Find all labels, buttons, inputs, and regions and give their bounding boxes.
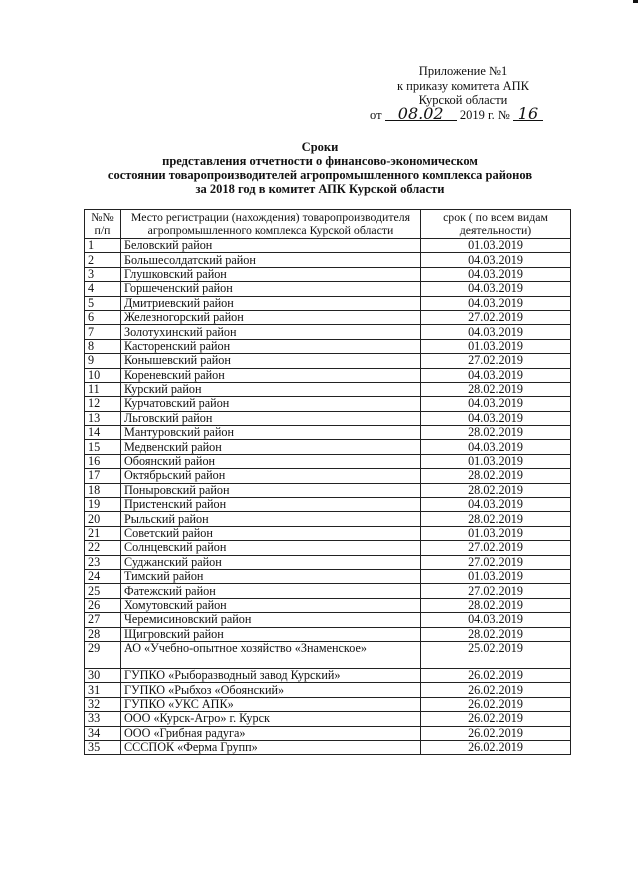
row-place: Черемисиновский район	[121, 613, 421, 627]
table-row	[85, 325, 571, 339]
order-year: 2019 г. №	[459, 107, 510, 122]
table-row	[85, 726, 571, 740]
table-row	[85, 339, 571, 353]
table-row	[85, 569, 571, 583]
row-place: Рыльский район	[121, 512, 421, 526]
row-number: 6	[85, 310, 121, 324]
table-row	[85, 354, 571, 368]
table-row	[85, 282, 571, 296]
table-row	[85, 310, 571, 324]
row-deadline: 04.03.2019	[421, 411, 571, 425]
row-number: 15	[85, 440, 121, 454]
table-row	[85, 368, 571, 382]
row-place: АО «Учебно-опытное хозяйство «Знаменское»	[121, 641, 421, 668]
row-deadline: 04.03.2019	[421, 296, 571, 310]
table-row	[85, 697, 571, 711]
deadlines-table	[84, 209, 571, 755]
row-number: 25	[85, 584, 121, 598]
row-number: 26	[85, 598, 121, 612]
row-place: ООО «Курск-Агро» г. Курск	[121, 712, 421, 726]
row-deadline: 26.02.2019	[421, 668, 571, 682]
table-row	[85, 296, 571, 310]
appendix-block	[370, 64, 548, 123]
order-line	[370, 103, 548, 123]
row-place: Поныровский район	[121, 483, 421, 497]
title-heading: Сроки	[301, 140, 339, 154]
row-place: Кореневский район	[121, 368, 421, 382]
row-place: Курский район	[121, 382, 421, 396]
row-deadline: 27.02.2019	[421, 354, 571, 368]
row-place: Курчатовский район	[121, 397, 421, 411]
row-deadline: 27.02.2019	[421, 541, 571, 555]
table-row	[85, 740, 571, 754]
row-deadline: 28.02.2019	[421, 426, 571, 440]
row-place: Обоянский район	[121, 454, 421, 468]
row-number: 7	[85, 325, 121, 339]
row-number: 8	[85, 339, 121, 353]
table-header-row	[85, 210, 571, 239]
row-place: Железногорский район	[121, 310, 421, 324]
row-number: 12	[85, 397, 121, 411]
row-number: 11	[85, 382, 121, 396]
document-title	[60, 140, 580, 196]
row-place: ООО «Грибная радуга»	[121, 726, 421, 740]
row-number: 35	[85, 740, 121, 754]
row-place: ГУПКО «Рыбхоз «Обоянский»	[121, 683, 421, 697]
row-deadline: 04.03.2019	[421, 440, 571, 454]
row-number: 32	[85, 697, 121, 711]
row-deadline: 04.03.2019	[421, 253, 571, 267]
row-place: Дмитриевский район	[121, 296, 421, 310]
appendix-line-1: Приложение №1	[418, 64, 508, 78]
header-num: №№ п/п	[85, 210, 121, 239]
title-line-3: за 2018 год в комитет АПК Курской области	[195, 182, 445, 196]
row-deadline: 27.02.2019	[421, 310, 571, 324]
row-deadline: 28.02.2019	[421, 598, 571, 612]
row-deadline: 27.02.2019	[421, 555, 571, 569]
table-row	[85, 483, 571, 497]
row-place: Солнцевский район	[121, 541, 421, 555]
row-place: Фатежский район	[121, 584, 421, 598]
row-deadline: 28.02.2019	[421, 469, 571, 483]
row-place: Октябрьский район	[121, 469, 421, 483]
row-deadline: 01.03.2019	[421, 526, 571, 540]
order-prefix: от	[370, 107, 382, 122]
row-deadline: 26.02.2019	[421, 726, 571, 740]
table-row	[85, 426, 571, 440]
row-deadline: 28.02.2019	[421, 382, 571, 396]
row-deadline: 01.03.2019	[421, 569, 571, 583]
row-place: Горшеченский район	[121, 282, 421, 296]
row-number: 4	[85, 282, 121, 296]
row-place: Суджанский район	[121, 555, 421, 569]
table-row	[85, 411, 571, 425]
row-place: СССПОК «Ферма Групп»	[121, 740, 421, 754]
table-row	[85, 526, 571, 540]
table-body	[85, 239, 571, 755]
appendix-line-3: Курской области	[418, 93, 508, 107]
row-place: Мантуровский район	[121, 426, 421, 440]
row-number: 5	[85, 296, 121, 310]
row-number: 18	[85, 483, 121, 497]
row-number: 29	[85, 641, 121, 668]
table-row	[85, 555, 571, 569]
header-deadline: срок ( по всем видам деятельности)	[421, 210, 571, 239]
table-row	[85, 267, 571, 281]
row-number: 14	[85, 426, 121, 440]
row-deadline: 04.03.2019	[421, 282, 571, 296]
row-place: Советский район	[121, 526, 421, 540]
row-number: 21	[85, 526, 121, 540]
row-place: Льговский район	[121, 411, 421, 425]
table-row	[85, 397, 571, 411]
row-deadline: 04.03.2019	[421, 368, 571, 382]
table-row	[85, 440, 571, 454]
row-deadline: 04.03.2019	[421, 267, 571, 281]
row-number: 9	[85, 354, 121, 368]
row-deadline: 27.02.2019	[421, 584, 571, 598]
row-deadline: 26.02.2019	[421, 697, 571, 711]
row-number: 30	[85, 668, 121, 682]
row-number: 22	[85, 541, 121, 555]
row-place: Большесолдатский район	[121, 253, 421, 267]
row-number: 23	[85, 555, 121, 569]
table-row	[85, 541, 571, 555]
row-number: 3	[85, 267, 121, 281]
table-row	[85, 253, 571, 267]
row-deadline: 04.03.2019	[421, 397, 571, 411]
row-deadline: 28.02.2019	[421, 512, 571, 526]
row-number: 33	[85, 712, 121, 726]
table-row	[85, 239, 571, 253]
corner-mark	[633, 0, 638, 3]
row-number: 16	[85, 454, 121, 468]
row-deadline: 01.03.2019	[421, 454, 571, 468]
row-place: Щигровский район	[121, 627, 421, 641]
row-deadline: 04.03.2019	[421, 498, 571, 512]
row-number: 31	[85, 683, 121, 697]
row-deadline: 26.02.2019	[421, 740, 571, 754]
row-place: Конышевский район	[121, 354, 421, 368]
row-place: Беловский район	[121, 239, 421, 253]
row-number: 2	[85, 253, 121, 267]
table-row	[85, 382, 571, 396]
appendix-line-2: к приказу комитета АПК	[396, 78, 530, 93]
order-number-handwritten: 16	[513, 108, 543, 121]
header-place: Место регистрации (нахождения) товаропроизводителя агропромышленного комплекса Курской области	[121, 210, 421, 239]
title-line-1: представления отчетности о финансово-экономическом	[162, 154, 478, 168]
table-row	[85, 613, 571, 627]
table-row	[85, 627, 571, 641]
row-deadline: 04.03.2019	[421, 613, 571, 627]
row-deadline: 26.02.2019	[421, 683, 571, 697]
row-deadline: 26.02.2019	[421, 712, 571, 726]
row-place: Касторенский район	[121, 339, 421, 353]
row-number: 28	[85, 627, 121, 641]
row-deadline: 01.03.2019	[421, 339, 571, 353]
row-place: ГУПКО «Рыборазводный завод Курский»	[121, 668, 421, 682]
row-number: 20	[85, 512, 121, 526]
table-row	[85, 598, 571, 612]
table-row	[85, 469, 571, 483]
row-number: 34	[85, 726, 121, 740]
order-date-handwritten: 08.02	[385, 108, 457, 121]
row-deadline: 01.03.2019	[421, 239, 571, 253]
row-deadline: 04.03.2019	[421, 325, 571, 339]
row-number: 10	[85, 368, 121, 382]
table-row	[85, 454, 571, 468]
row-number: 13	[85, 411, 121, 425]
row-deadline: 28.02.2019	[421, 627, 571, 641]
row-number: 1	[85, 239, 121, 253]
row-number: 19	[85, 498, 121, 512]
row-place: Пристенский район	[121, 498, 421, 512]
row-number: 24	[85, 569, 121, 583]
table-row	[85, 712, 571, 726]
table-row	[85, 641, 571, 668]
table-row	[85, 584, 571, 598]
table-row	[85, 498, 571, 512]
row-place: Медвенский район	[121, 440, 421, 454]
row-deadline: 28.02.2019	[421, 483, 571, 497]
table-row	[85, 512, 571, 526]
row-place: Хомутовский район	[121, 598, 421, 612]
row-number: 17	[85, 469, 121, 483]
row-place: Золотухинский район	[121, 325, 421, 339]
row-deadline: 25.02.2019	[421, 641, 571, 668]
row-place: ГУПКО «УКС АПК»	[121, 697, 421, 711]
table-row	[85, 683, 571, 697]
row-place: Глушковский район	[121, 267, 421, 281]
row-place: Тимский район	[121, 569, 421, 583]
table-row	[85, 668, 571, 682]
title-line-2: состоянии товаропроизводителей агропромышленного комплекса районов	[107, 168, 533, 182]
row-number: 27	[85, 613, 121, 627]
